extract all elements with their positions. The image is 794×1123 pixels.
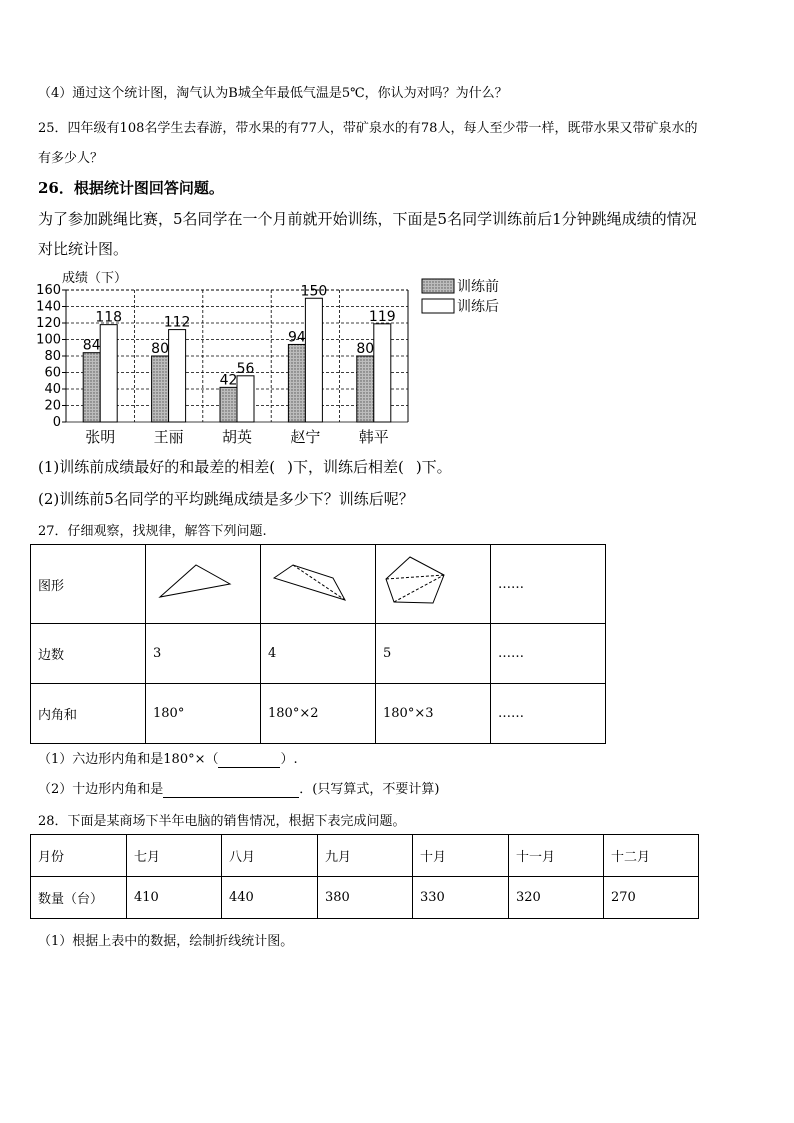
x-tick-label: 赵宁 (290, 428, 321, 446)
y-tick-label: 100 (36, 332, 61, 348)
table-cell: …… (491, 624, 606, 684)
legend-label-after: 训练后 (457, 299, 499, 315)
q27-sub1 (38, 748, 298, 768)
q27-sub2-part-b: ．(只写算式，不要计算) (299, 782, 440, 797)
q26-title: 26．根据统计图回答问题。 (38, 179, 224, 197)
bar-value-label: 80 (356, 341, 375, 357)
q26-intro-line2: 对比统计图。 (38, 240, 129, 258)
pentagon-figure (376, 545, 491, 624)
legend-swatch-after (422, 299, 454, 313)
header-cell: 九月 (318, 835, 413, 877)
bar-value-label: 56 (236, 360, 255, 377)
y-tick-label: 20 (44, 398, 61, 414)
q27-sub2 (38, 778, 439, 798)
y-tick-label: 0 (52, 415, 61, 430)
header-cell: 十一月 (509, 835, 604, 877)
legend-swatch-before (422, 279, 454, 293)
quadrilateral-icon (261, 545, 375, 619)
bar-value-label: 150 (300, 283, 328, 300)
bar-value-label: 80 (151, 341, 170, 357)
table-cell: 410 (127, 877, 222, 919)
q26-sub1-part-c: )下。 (415, 458, 452, 476)
y-tick-label: 140 (36, 299, 61, 315)
y-tick-label: 120 (36, 316, 61, 331)
table-cell: 180° (146, 684, 261, 744)
q27-table (30, 544, 606, 744)
answer-blank[interactable] (163, 782, 299, 798)
x-tick-label: 王丽 (153, 428, 184, 446)
q28-sales-table (30, 834, 699, 919)
q27-title: 27．仔细观察，找规律，解答下列问题. (38, 524, 267, 539)
table-cell: 180°×2 (261, 684, 376, 744)
header-cell: 八月 (222, 835, 318, 877)
bar-before (83, 353, 100, 422)
answer-blank[interactable] (218, 752, 280, 768)
row-label: 图形 (31, 545, 146, 624)
q26-sub1 (38, 456, 452, 477)
row-label: 边数 (31, 624, 146, 684)
table-cell: 4 (261, 624, 376, 684)
table-cell: 270 (604, 877, 699, 919)
y-tick-label: 80 (44, 349, 61, 364)
table-header-row (31, 835, 699, 877)
header-cell: 七月 (127, 835, 222, 877)
table-cell: 380 (318, 877, 413, 919)
table-cell: 5 (376, 624, 491, 684)
bar-before (152, 356, 169, 422)
table-cell: 330 (413, 877, 509, 919)
pentagon-icon (376, 545, 490, 619)
y-tick-label: 40 (44, 382, 61, 397)
bar-after (169, 330, 186, 422)
q27-sub2-part-a: （2）十边形内角和是 (38, 782, 164, 797)
bar-value-label: 42 (219, 372, 238, 389)
legend-label-before: 训练前 (457, 279, 499, 295)
q26-intro-line1: 为了参加跳绳比赛，5名同学在一个月前就开始训练，下面是5名同学训练前后1分钟跳绳成绩的情况 (38, 210, 697, 228)
q28-title: 28．下面是某商场下半年电脑的销售情况，根据下表完成问题。 (38, 814, 406, 829)
table-row-sides (31, 624, 606, 684)
q26-sub1-part-a: (1)训练前成绩最好的和最差的相差( (38, 458, 276, 476)
table-row (31, 877, 699, 919)
x-tick-label: 胡英 (221, 428, 253, 446)
table-cell: 数量（台） (31, 877, 127, 919)
q26-sub1-part-b: )下，训练后相差( (287, 458, 404, 476)
bar-value-label: 84 (82, 337, 101, 354)
bar-after (100, 325, 117, 422)
y-axis-label: 成绩（下） (62, 271, 128, 286)
table-cell: 180°×3 (376, 684, 491, 744)
bar-after (374, 324, 391, 422)
bar-value-label: 119 (368, 308, 396, 325)
q28-sub1: （1）根据上表中的数据，绘制折线统计图。 (38, 934, 294, 949)
x-tick-label: 张明 (85, 428, 116, 446)
bar-value-label: 118 (95, 309, 123, 326)
table-row-angle-sum (31, 684, 606, 744)
bar-value-label: 94 (287, 329, 306, 346)
training-bar-chart (36, 266, 526, 448)
table-cell: …… (491, 684, 606, 744)
y-tick-label: 160 (36, 283, 61, 298)
ellipsis-cell: …… (491, 545, 606, 624)
bar-after (305, 298, 322, 422)
bar-value-label: 112 (163, 314, 191, 331)
q27-sub1-part-b: ）. (280, 752, 298, 767)
q24-part4: （4）通过这个统计图，淘气认为B城全年最低气温是5℃，你认为对吗？为什么？ (38, 86, 508, 101)
table-row-shape (31, 545, 606, 624)
q27-sub1-part-a: （1）六边形内角和是180°×（ (38, 752, 219, 767)
x-tick-label: 韩平 (358, 428, 389, 446)
q25-line2: 有多少人？ (38, 151, 104, 166)
bar-before (357, 356, 374, 422)
table-cell: 3 (146, 624, 261, 684)
quadrilateral-figure (261, 545, 376, 624)
q26-sub2: (2)训练前5名同学的平均跳绳成绩是多少下？训练后呢？ (38, 490, 414, 508)
header-cell: 十月 (413, 835, 509, 877)
table-cell: 320 (509, 877, 604, 919)
bar-after (237, 376, 254, 422)
q25-line1: 25．四年级有108名学生去春游，带水果的有77人，带矿泉水的有78人，每人至少带一样，既带水果又带矿泉水的 (38, 121, 698, 136)
triangle-icon (146, 545, 260, 619)
row-label: 内角和 (31, 684, 146, 744)
triangle-figure (146, 545, 261, 624)
bar-before (220, 387, 237, 422)
y-tick-label: 60 (44, 365, 61, 381)
bar-before (288, 344, 305, 422)
header-cell: 十二月 (604, 835, 699, 877)
table-cell: 440 (222, 877, 318, 919)
header-cell: 月份 (31, 835, 127, 877)
